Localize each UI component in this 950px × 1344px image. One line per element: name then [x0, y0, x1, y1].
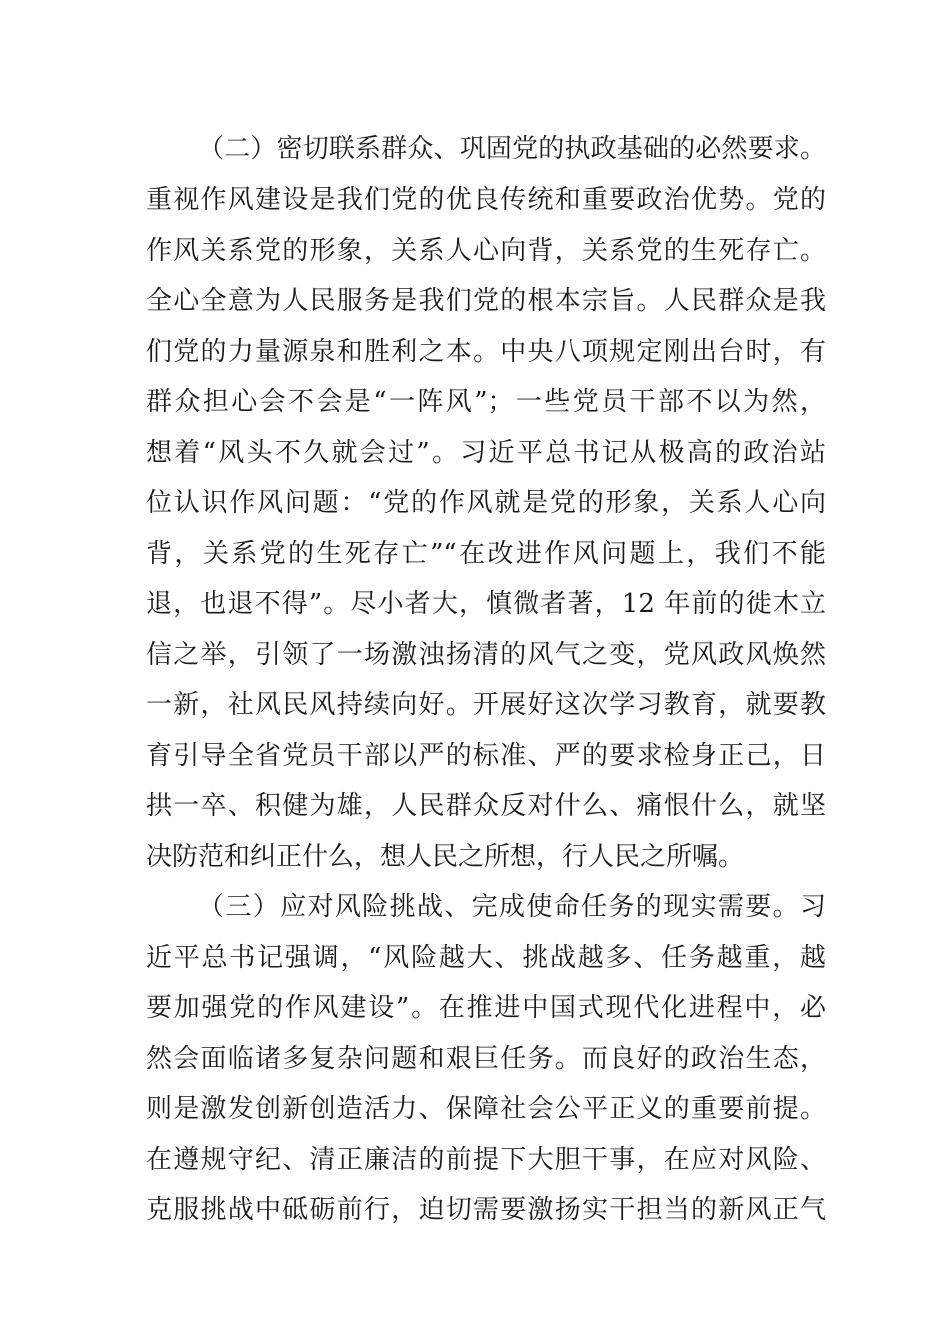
paragraph-3-line: 在遵规守纪、清正廉洁的前提下大胆干事，在应对风险、 — [146, 1145, 826, 1175]
paragraph-2-line: 作风关系党的形象，关系人心向背，关系党的生死存亡。 — [146, 236, 826, 266]
paragraph-2-heading-line: （二）密切联系群众、巩固党的执政基础的必然要求。 — [198, 134, 826, 164]
paragraph-2-line: 群众担心会不会是“一阵风”；一些党员干部不以为然， — [146, 387, 826, 417]
paragraph-3-line: 然会面临诸多复杂问题和艰巨任务。而良好的政治生态， — [146, 1044, 826, 1074]
paragraph-2-line: 全心全意为人民服务是我们党的根本宗旨。人民群众是我 — [146, 286, 826, 316]
paragraph-2-line: 一新，社风民风持续向好。开展好这次学习教育，就要教 — [146, 690, 826, 720]
paragraph-3-line: 克服挑战中砥砺前行，迫切需要激扬实干担当的新风正气 — [146, 1195, 826, 1225]
paragraph-3-line: 要加强党的作风建设”。在推进中国式现代化进程中，必 — [146, 993, 826, 1023]
paragraph-2-line: 们党的力量源泉和胜利之本。中央八项规定刚出台时，有 — [146, 337, 826, 367]
paragraph-2-line: 拱一卒、积健为雄，人民群众反对什么、痛恨什么，就坚 — [146, 791, 826, 821]
paragraph-2-line: 想着“风头不久就会过”。习近平总书记从极高的政治站 — [146, 438, 826, 468]
paragraph-2-line: 退，也退不得”。尽小者大，慎微者著，12 年前的徙木立 — [146, 589, 826, 619]
paragraph-2-line: 信之举，引领了一场激浊扬清的风气之变，党风政风焕然 — [146, 640, 826, 670]
paragraph-2-last-line: 决防范和纠正什么，想人民之所想，行人民之所嘱。 — [146, 842, 745, 872]
paragraph-2-line: 背，关系党的生死存亡”“在改进作风问题上，我们不能 — [146, 539, 826, 569]
paragraph-3-line: 近平总书记强调，“风险越大、挑战越多、任务越重，越 — [146, 943, 826, 973]
paragraph-2-line: 位认识作风问题：“党的作风就是党的形象，关系人心向 — [146, 488, 826, 518]
paragraph-2-line: 重视作风建设是我们党的优良传统和重要政治优势。党的 — [146, 185, 826, 215]
paragraph-2-line: 育引导全省党员干部以严的标准、严的要求检身正己，日 — [146, 741, 826, 771]
paragraph-3-heading-line: （三）应对风险挑战、完成使命任务的现实需要。习 — [198, 892, 826, 922]
paragraph-3-line: 则是激发创新创造活力、保障社会公平正义的重要前提。 — [146, 1094, 826, 1124]
